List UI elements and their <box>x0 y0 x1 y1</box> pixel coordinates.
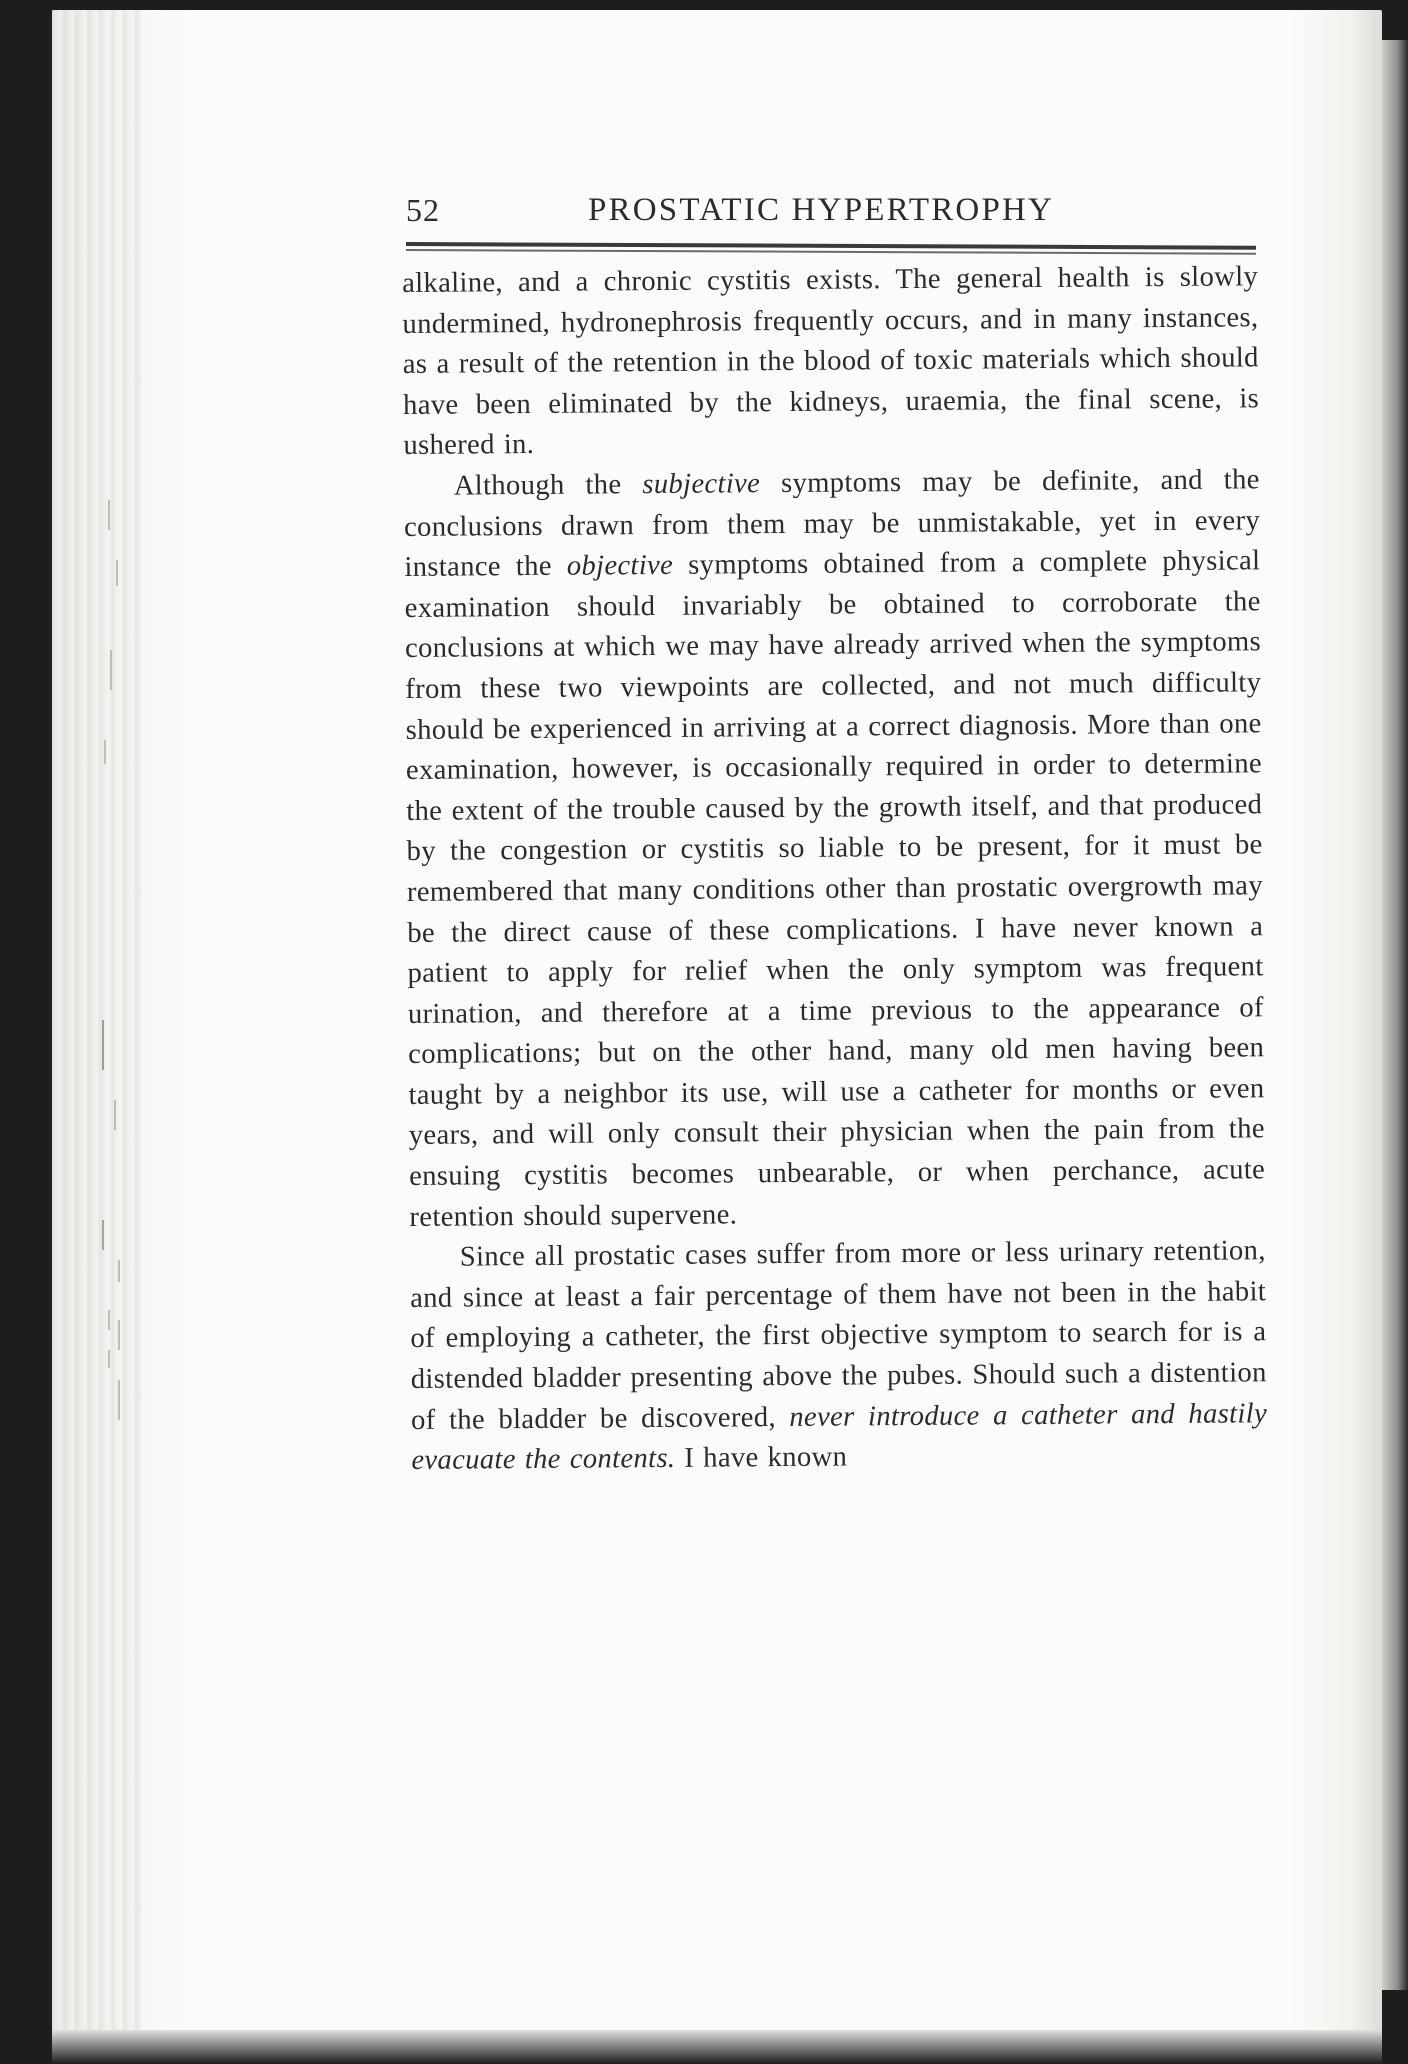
paragraph-3 <box>410 1231 1268 1481</box>
italic-warning: never introduce a catheter and hastily evacuate the contents. <box>411 1397 1268 1477</box>
paragraph-2-part-3: symptoms obtained from a complete physical examination should invariably be obtained to corroborate the conclusions at which we may have already arrived when the symptoms from these two viewpoints are collected, and not much difficulty should be experienced in arriving at a correct diagnosis. More than one examination, however, is occasionally required in order to determine the extent of the trouble caused by the growth itself, and that produced by the congestion or cystitis so liable to be present, for it must be remembered that many conditions other than prostatic overgrowth may be the direct cause of these complications. I have never known a patient to apply for relief when the only symptom was frequent urination, and therefore at a time previous to the appearance of complications; but on the other hand, many old men having been taught by a neighbor its use, will use a catheter for months or even years, and will only consult their physician when the pain from the ensuing cystitis becomes unbearable, or when perchance, acute retention should supervene. <box>404 545 1266 1233</box>
margin-bleed-marks <box>100 500 130 1450</box>
paragraph-1 <box>402 257 1260 467</box>
italic-subjective: subjective <box>642 468 761 501</box>
paragraph-2-part-2: symptoms may be definite, and the conclusions drawn from them may be unmistakable, yet in every instance the <box>403 464 1261 584</box>
body-text <box>402 257 1268 1481</box>
paragraph-2 <box>404 460 1266 1238</box>
paragraph-3-part-1: Since all prostatic cases suffer from more or less urinary retention, and since at least a fair percentage of them have not been in the habit of employing a catheter, the first objective symptom to search for is a distended bladder presenting above the pubes. Should such a distention of the bladder be discovered, <box>410 1235 1267 1436</box>
paragraph-1-text: alkaline, and a chronic cystitis exists. The general health is slowly undermined, hydronephrosis frequently occurs, and in many instances, as a result of the retention in the blood of toxic materials which should have been eliminated by the kidneys, uraemia, the final scene, is ushered in. <box>402 261 1260 462</box>
book-gutter-shadow <box>1382 40 1408 1990</box>
running-head-title: PROSTATIC HYPERTROPHY <box>588 192 1055 228</box>
page-bottom-shadow <box>52 2030 1382 2064</box>
paragraph-3-part-2: I have known <box>675 1441 848 1475</box>
page-number: 52 <box>406 192 440 228</box>
running-header <box>406 192 1256 232</box>
paragraph-2-part-1: Although the <box>453 469 643 502</box>
italic-objective: objective <box>566 550 674 582</box>
